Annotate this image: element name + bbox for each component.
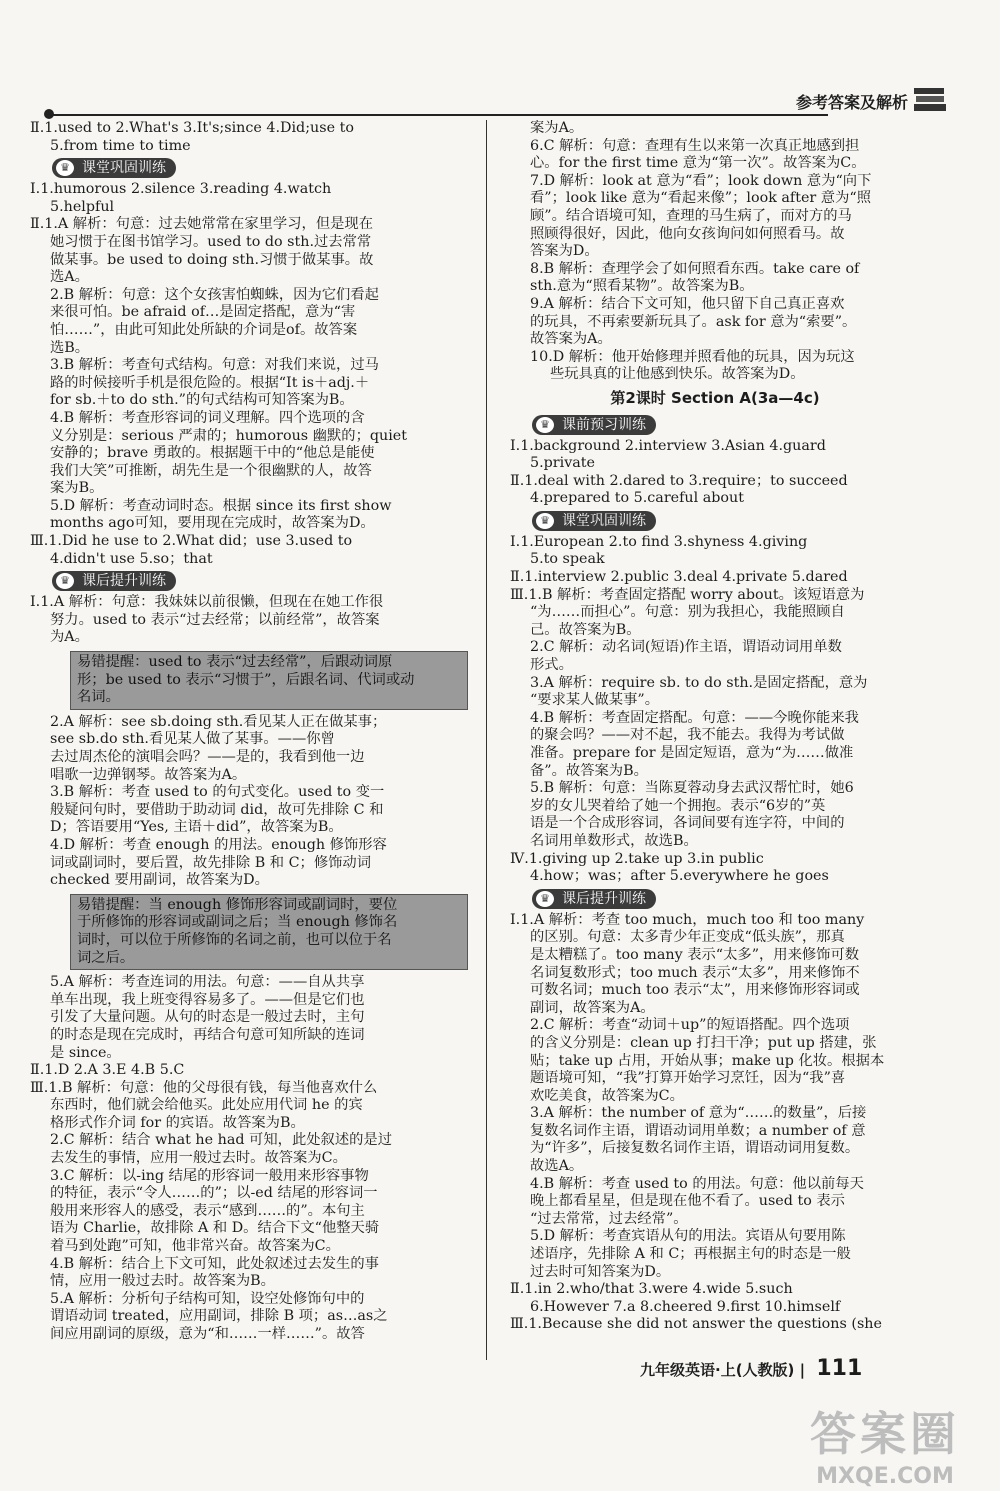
answer-line: 3.B 解析：考查句式结构。句意：对我们来说，过马 — [50, 357, 379, 374]
answer-line: 7.D 解析：look at 意为“看”；look down 意为“向下 — [530, 172, 872, 189]
header-rule — [48, 114, 828, 116]
column-divider — [486, 120, 487, 1360]
answer-line: 词或副词时，要后置，故先排除 B 和 C；修饰动词 — [50, 854, 372, 871]
answer-line: 案为B。 — [50, 480, 104, 497]
answer-line: 情，应用一般过去时。故答案为B。 — [50, 1273, 275, 1290]
answer-line: 贴；take up 占用，开始从事；make up 化妆。根据本 — [530, 1052, 885, 1069]
answer-line: 8.B 解析：查理学会了如何照看东西。take care of — [530, 260, 860, 277]
answer-line: 述语序，先排除 A 和 C；再根据主句的时态是一般 — [530, 1246, 851, 1263]
answer-line: 选B。 — [50, 339, 90, 356]
tip-line: 易错提醒：当 enough 修饰形容词或副词时，要位 — [77, 896, 398, 913]
answer-line: 的含义分别是：clean up 打扫干净；put up 搭建，张 — [530, 1034, 877, 1051]
answer-line: 可数名词；much too 表示“太”，用来修饰形容词或 — [530, 982, 860, 999]
section-heading — [532, 511, 656, 531]
answer-line: Ⅲ.1.B 解析：句意：他的父母很有钱，每当他喜欢什么 — [30, 1079, 378, 1096]
lesson-title: 第2课时 Section A(3a—4c) — [610, 388, 820, 407]
answer-line: 岁的女儿哭着给了她一个拥抱。表示“6岁的”英 — [530, 797, 826, 814]
answer-line: 路的时候接听手机是很危险的。根据“It is＋adj.＋ — [50, 374, 370, 391]
answer-line: checked 要用副词，故答案为D。 — [50, 872, 269, 889]
answer-line: 顾”。结合语境可知，查理的马生病了，而对方的马 — [530, 207, 852, 224]
answer-line: 副词，故答案为A。 — [530, 999, 655, 1016]
answer-line: 格形式作介词 for 的宾语。故答案为B。 — [50, 1114, 305, 1131]
answer-line: 是 since。 — [50, 1044, 121, 1061]
answer-line: 故答案为A。 — [530, 331, 612, 348]
answer-line: Ⅰ.1.A 解析：考查 too much，much too 和 too many — [510, 911, 865, 928]
answer-line: 案为A。 — [530, 120, 584, 136]
answer-line: 来很可怕。be afraid of…是固定搭配，意为“害 — [50, 304, 356, 321]
section-heading-text: 课后提升训练 — [562, 890, 646, 907]
answer-line: Ⅱ.1.A 解析：句意：过去她常常在家里学习，但是现在 — [30, 216, 374, 233]
answer-line: 义分别是：serious 严肃的；humorous 幽默的；quiet — [50, 427, 408, 444]
answer-line: 的区别。句意：太多青少年正变成“低头族”，那真 — [530, 929, 845, 946]
answer-line: 5.private — [530, 455, 596, 472]
left-column — [30, 120, 468, 1344]
crown-icon: ♛ — [56, 160, 74, 176]
section-heading-text: 课堂巩固训练 — [82, 160, 166, 177]
answer-line: 3.B 解析：考查 used to 的句式变化。used to 变一 — [50, 784, 385, 801]
answer-line: 是太糟糕了。too many 表示“太多”，用来修饰可数 — [530, 946, 860, 963]
answer-line: 为A。 — [50, 629, 89, 646]
answer-line: 4.B 解析：考查形容词的词义理解。四个选项的含 — [50, 409, 365, 426]
answer-line: 怕……”，由此可知此处所缺的介词是of。故答案 — [50, 321, 358, 338]
answer-line: 的时态是现在完成时，再结合句意可知所缺的连词 — [50, 1026, 365, 1043]
answer-line: Ⅰ.1.European 2.to find 3.shyness 4.giving — [510, 533, 808, 550]
error-tip-box — [70, 894, 468, 970]
answer-line: Ⅰ.1.background 2.interview 3.Asian 4.guard — [510, 437, 826, 454]
answer-line: “过去常常，过去经常”。 — [530, 1210, 688, 1227]
answer-line: 过去时可知答案为D。 — [530, 1263, 671, 1280]
answer-line: 看”；look like 意为“看起来像”；look after 意为“照 — [530, 190, 872, 207]
section-heading-text: 课前预习训练 — [562, 416, 646, 433]
watermark-logo — [810, 1398, 960, 1489]
answer-line: 般用来形容人的感受，表示“感到……的”。本句主 — [50, 1202, 365, 1219]
answer-line: 形式。 — [530, 657, 573, 674]
header-title: 参考答案及解析 — [795, 93, 908, 112]
tip-line: 词时，可以位于所修饰的名词之前，也可以位于名 — [77, 931, 392, 948]
answer-line: Ⅲ.1.Because she did not answer the questions (she — [510, 1316, 882, 1333]
section-heading — [532, 889, 656, 909]
answer-line: 努力。used to 表示“过去经常；以前经常”，故答案 — [50, 611, 380, 628]
answer-line: Ⅲ.1.Did he use to 2.What did；use 3.used to — [30, 533, 353, 550]
answer-line: 题语境可知，“我”打算开始学习烹饪，因为“我”喜 — [530, 1070, 846, 1087]
answer-line: 4.D 解析：考查 enough 的用法。enough 修饰形容 — [50, 836, 387, 853]
page-number: 111 — [816, 1356, 863, 1381]
answer-line: 些玩具真的让他感到快乐。故答案为D。 — [550, 366, 805, 383]
section-heading — [52, 158, 176, 178]
answer-line: 的聚会吗？——对不起，我不能去。我得为考试做 — [530, 727, 845, 744]
tip-line: 于所修饰的形容词或副词之后；当 enough 修饰名 — [77, 914, 398, 931]
error-tip-box — [70, 651, 468, 710]
answer-line: 选A。 — [50, 269, 89, 286]
answer-line: Ⅲ.1.B 解析：考查固定搭配 worry about。该短语意为 — [510, 586, 865, 603]
answer-line: 5.from time to time — [50, 137, 191, 154]
tip-line: 形；be used to 表示“习惯于”，后跟名词、代词或动 — [77, 671, 415, 688]
tip-line: 名词。 — [77, 689, 120, 706]
answer-line: 4.B 解析：结合上下文可知，此处叙述过去发生的事 — [50, 1255, 379, 1272]
tip-line: 易错提醒：used to 表示“过去经常”，后跟动词原 — [77, 654, 393, 671]
answer-line: 6.However 7.a 8.cheered 9.first 10.himself — [530, 1298, 841, 1315]
section-heading-text: 课后提升训练 — [82, 573, 166, 590]
answer-line: Ⅰ.1.A 解析：句意：我妹妹以前很懒，但现在在她工作很 — [30, 594, 384, 611]
answer-line: months ago可知，要用现在完成时，故答案为D。 — [50, 515, 375, 532]
answer-line: 9.A 解析：结合下文可知，他只留下自己真正喜欢 — [530, 295, 845, 312]
answer-line: 的玩具，不再索要新玩具了。ask for 意为“索要”。 — [530, 313, 857, 330]
answer-line: 引发了大量问题。从句的时态是一般过去时，主句 — [50, 1009, 365, 1026]
answer-line: 为“许多”，后接复数名词作主语，谓语动词用复数。 — [530, 1140, 860, 1157]
crown-icon: ♛ — [56, 573, 74, 589]
answer-line: 5.B 解析：句意：当陈夏蓉动身去武汉帮忙时，她6 — [530, 780, 854, 797]
answer-line: 的特征，表示“令人……的”；以-ed 结尾的形容词一 — [50, 1185, 378, 1202]
answer-line: 我们大笑”可推断，胡先生是一个很幽默的人，故答 — [50, 462, 372, 479]
answer-line: Ⅱ.1.used to 2.What's 3.It's;since 4.Did;use to — [30, 120, 354, 136]
answer-line: 3.A 解析：require sb. to do sth.是固定搭配，意为 — [530, 674, 868, 691]
answer-line: 5.D 解析：考查宾语从句的用法。宾语从句要用陈 — [530, 1228, 846, 1245]
answer-line: 2.B 解析：句意：这个女孩害怕蜘蛛，因为它们看起 — [50, 286, 379, 303]
page-header — [48, 78, 948, 118]
crown-icon: ♛ — [536, 891, 554, 907]
answer-line: 5.to speak — [530, 551, 605, 568]
answer-line: 着马到处跑”可知，他非常兴奋。故答案为C。 — [50, 1238, 340, 1255]
answer-line: Ⅳ.1.giving up 2.take up 3.in public — [510, 850, 764, 867]
answer-line: 2.C 解析：结合 what he had 可知，此处叙述的是过 — [50, 1132, 393, 1149]
answer-line: 单车出现，我上班变得容易多了。——但是它们也 — [50, 991, 365, 1008]
answer-line: Ⅱ.1.in 2.who/that 3.were 4.wide 5.such — [510, 1281, 793, 1298]
answer-line: 3.C 解析：以-ing 结尾的形容词一般用来形容事物 — [50, 1167, 369, 1184]
answer-line: 语为 Charlie，故排除 A 和 D。结合下文“他整天骑 — [50, 1220, 380, 1237]
section-heading-text: 课堂巩固训练 — [562, 512, 646, 529]
answer-line: 5.D 解析：考查动词时态。根据 since its first show — [50, 497, 392, 514]
answer-line: 她习惯于在图书馆学习。used to do sth.过去常常 — [50, 233, 372, 250]
answer-line: 2.C 解析：动名词(短语)作主语，谓语动词用单数 — [530, 639, 842, 656]
watermark-text: 答案圈 — [810, 1407, 960, 1461]
watermark-url: MXQE.COM — [816, 1464, 954, 1489]
answer-line: Ⅱ.1.deal with 2.dared to 3.require；to succeed — [510, 472, 848, 489]
answer-line: 名词复数形式；too much 表示“太多”，用来修饰不 — [530, 964, 860, 981]
books-icon — [912, 84, 948, 116]
page-footer — [640, 1356, 862, 1381]
answer-line: D；答语要用“Yes, 主语＋did”，故答案为B。 — [50, 819, 343, 836]
answer-line: 4.didn't use 5.so；that — [50, 550, 213, 567]
footer-book-title: 九年级英语·上(人教版) — [640, 1361, 795, 1379]
answer-line: 5.A 解析：分析句子结构可知，设空处修饰句中的 — [50, 1290, 365, 1307]
answer-line: see sb.do sth.看见某人做了某事。——你曾 — [50, 731, 335, 748]
answer-line: 10.D 解析：他开始修理并照看他的玩具，因为玩这 — [530, 348, 855, 365]
answer-line: 3.A 解析：the number of 意为“……的数量”，后接 — [530, 1105, 867, 1122]
right-column — [510, 120, 920, 1334]
answer-line: 去过周杰伦的演唱会吗？——是的，我看到他一边 — [50, 749, 365, 765]
tip-line: 词之后。 — [77, 949, 135, 966]
answer-line: 做某事。be used to doing sth.习惯于做某事。故 — [50, 251, 374, 268]
answer-line: 唱歌一边弹钢琴。故答案为A。 — [50, 766, 247, 783]
answer-line: 名词用单数形式，故选B。 — [530, 832, 698, 849]
answer-line: 4.B 解析：考查 used to 的用法。句意：他以前每天 — [530, 1175, 864, 1192]
answer-line: 故选A。 — [530, 1158, 584, 1175]
footer-separator: | — [799, 1361, 806, 1379]
answer-line: 复数名词作主语，谓语动词用单数；a number of 意 — [530, 1122, 866, 1139]
crown-icon: ♛ — [536, 417, 554, 433]
answer-line: 间应用副词的原级，意为“和……一样……”。故答 — [50, 1326, 365, 1342]
answer-line: “要求某人做某事”。 — [530, 692, 659, 709]
answer-line: 般疑问句时，要借助于助动词 did，故可先排除 C 和 — [50, 801, 384, 818]
answer-line: 心。for the first time 意为“第一次”。故答案为C。 — [530, 155, 866, 172]
answer-line: Ⅱ.1.D 2.A 3.E 4.B 5.C — [30, 1062, 185, 1079]
answer-line: 备”。故答案为B。 — [530, 762, 648, 779]
answer-line: sth.意为“照看某物”。故答案为B。 — [530, 278, 754, 295]
answer-line: 己。故答案为B。 — [530, 621, 641, 638]
answer-line: 4.B 解析：考查固定搭配。句意：——今晚你能来我 — [530, 709, 859, 726]
answer-line: for sb.＋to do sth.”的句式结构可知答案为B。 — [50, 392, 354, 409]
answer-line: 晚上都看星星，但是现在他不看了。used to 表示 — [530, 1193, 845, 1210]
answer-line: 去发生的事情，应用一般过去时。故答案为C。 — [50, 1150, 347, 1167]
answer-line: 准备。prepare for 是固定短语，意为“为……做准 — [530, 745, 854, 761]
answer-line: 谓语动词 treated，应用副词，排除 B 项；as…as之 — [50, 1308, 388, 1325]
answer-line: 语是一个合成形容词，各词间要有连字符，中间的 — [530, 815, 845, 832]
answer-line: 4.how；was；after 5.everywhere he goes — [530, 868, 829, 885]
answer-line: 4.prepared to 5.careful about — [530, 490, 744, 507]
answer-line: Ⅱ.1.interview 2.public 3.deal 4.private 5.dared — [510, 569, 848, 586]
answer-line: 6.C 解析：句意：查理有生以来第一次真正地感到担 — [530, 137, 860, 154]
answer-line: Ⅰ.1.humorous 2.silence 3.reading 4.watch — [30, 181, 332, 198]
answer-line: 东西时，他们就会给他买。此处应用代词 he 的宾 — [50, 1097, 363, 1114]
answer-line: 5.helpful — [50, 198, 115, 215]
crown-icon: ♛ — [536, 513, 554, 529]
section-heading — [532, 415, 656, 435]
answer-line: 欢吃美食，故答案为C。 — [530, 1087, 684, 1104]
answer-line: “为……而担心”。句意：别为我担心，我能照顾自 — [530, 604, 845, 621]
answer-line: 2.C 解析：考查“动词＋up”的短语搭配。四个选项 — [530, 1017, 850, 1034]
answer-line: 2.A 解析：see sb.doing sth.看见某人正在做某事； — [50, 713, 387, 730]
answer-line: 安静的；brave 勇敢的。根据题干中的“他总是能使 — [50, 445, 375, 462]
answer-line: 5.A 解析：考查连词的用法。句意：——自从共享 — [50, 974, 365, 991]
answer-line: 答案为D。 — [530, 243, 599, 260]
section-heading — [52, 571, 176, 591]
answer-line: 照顾得很好，因此，他向女孩询问如何照看马。故 — [530, 225, 845, 242]
